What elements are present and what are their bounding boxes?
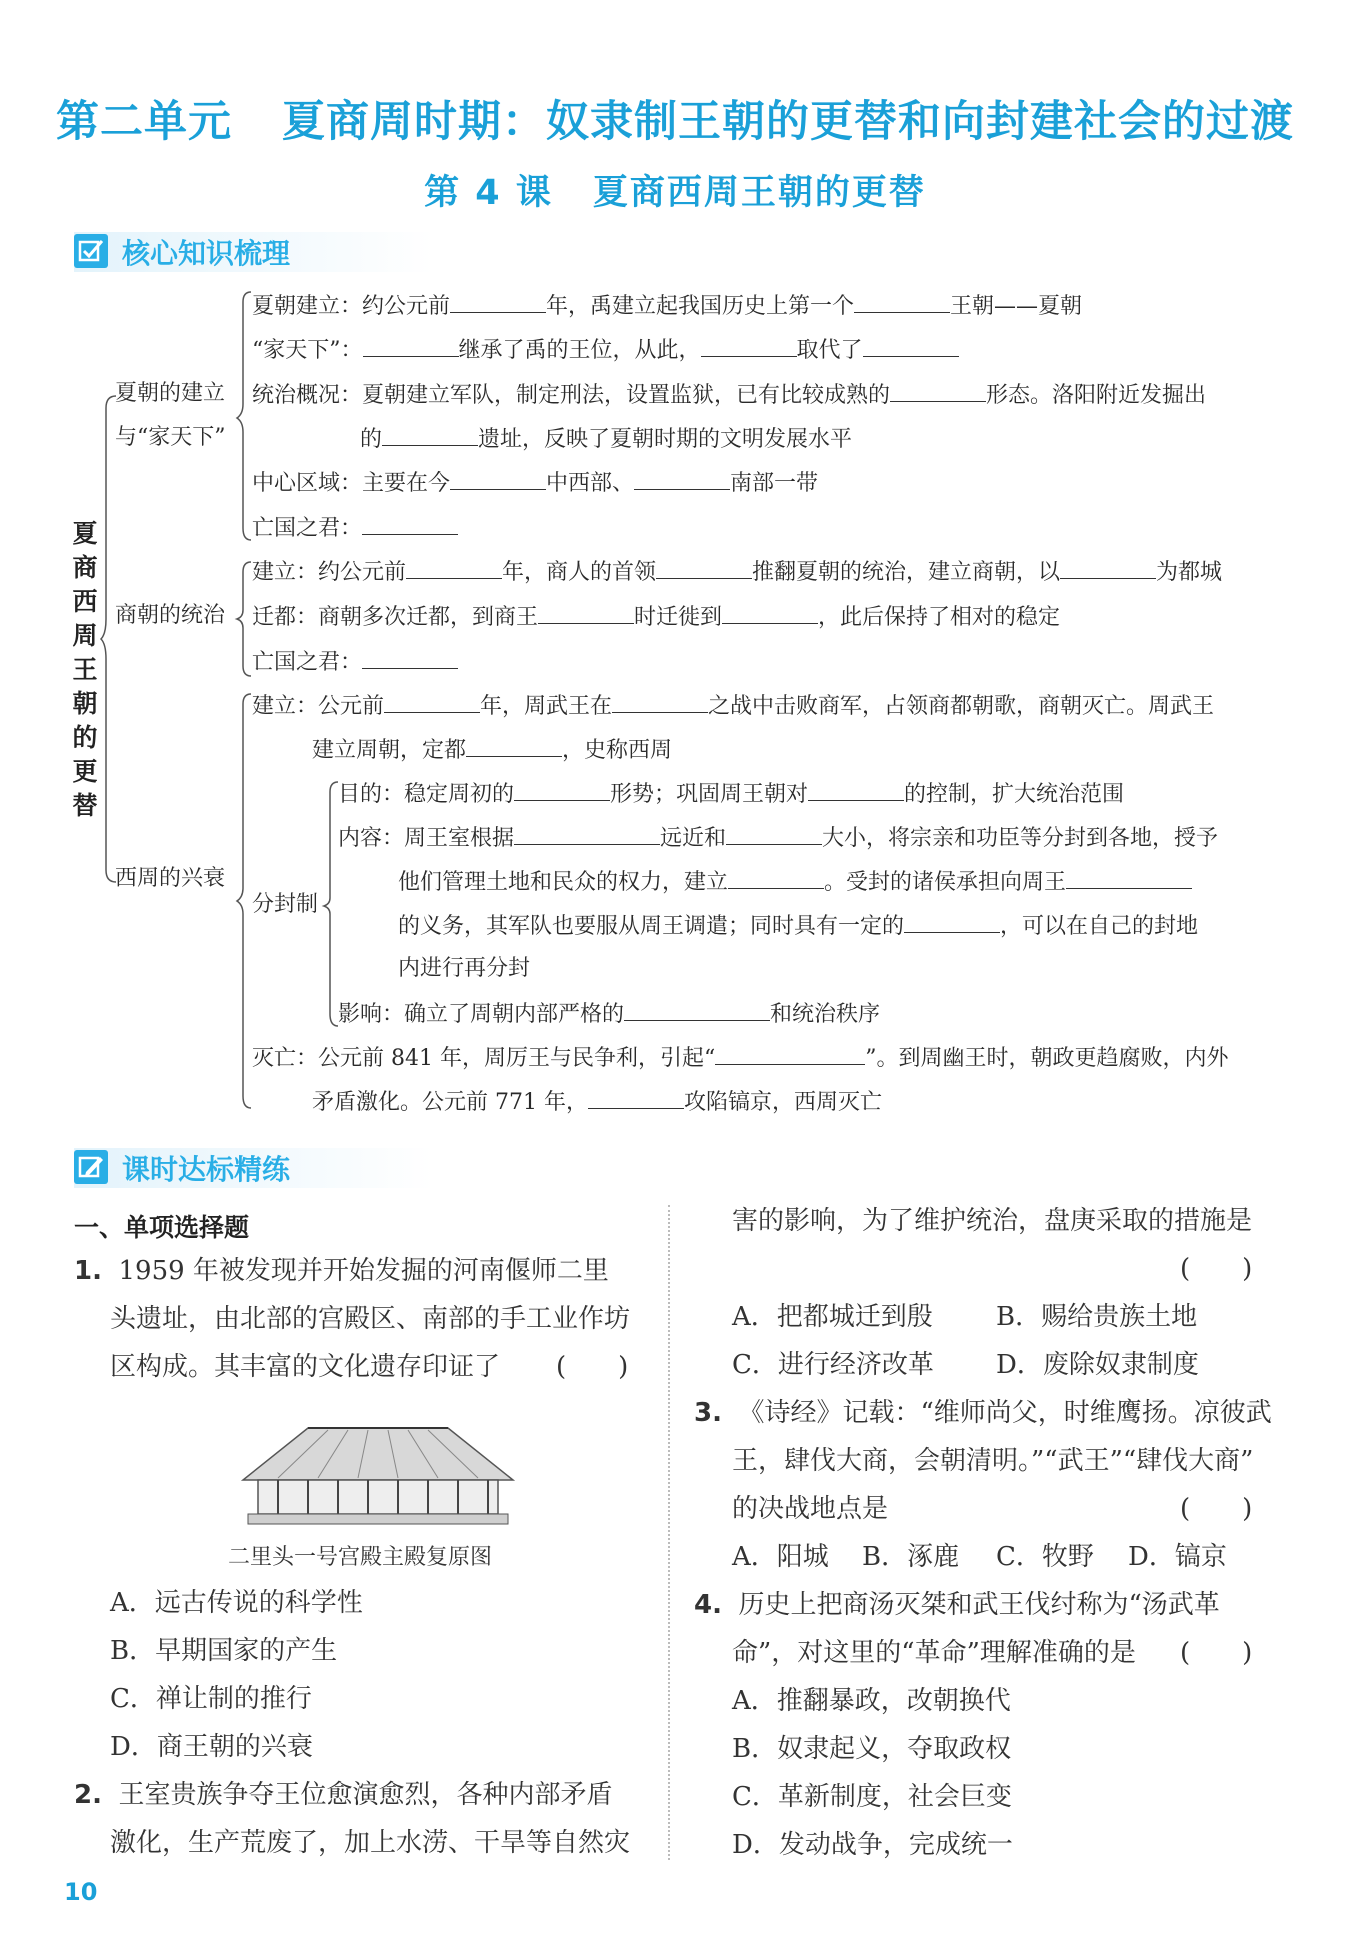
- q1-answer-paren[interactable]: ( ): [556, 1352, 629, 1382]
- q4-option-a[interactable]: A．推翻暴政，改朝换代: [732, 1686, 1011, 1716]
- xia-line-5: 中心区域：主要在今 中西部、 南部一带: [252, 471, 819, 496]
- unit-title: [0, 88, 1350, 149]
- lesson-title-text: 夏商西周王朝的更替: [592, 173, 926, 213]
- q1-option-d[interactable]: D．商王朝的兴衰: [110, 1732, 313, 1762]
- tree-root: 夏 商 西 周 王 朝 的 更 替: [72, 519, 98, 820]
- unit-title-text: 夏商周时期：奴隶制王朝的更替和向封建社会的过渡: [282, 97, 1294, 147]
- q2-option-d[interactable]: D．废除奴隶制度: [996, 1350, 1199, 1380]
- q2-line-2: 激化，生产荒废了，加上水涝、干旱等自然灾: [110, 1828, 631, 1858]
- q3-option-c[interactable]: C．牧野: [996, 1542, 1094, 1572]
- page-number: 10: [64, 1878, 98, 1906]
- knowledge-heading: 核心知识梳理: [122, 237, 291, 270]
- q3-line-3: 的决战地点是: [732, 1494, 889, 1524]
- q1-line-2: 头遗址，由北部的宫殿区、南部的手工业作坊: [110, 1304, 631, 1334]
- fengjian-impact: 影响：确立了周朝内部严格的 和统治秩序: [338, 1002, 881, 1027]
- shang-label: 商朝的统治: [115, 603, 226, 628]
- fengjian-content-3: 的义务，其军队也要服从周王调遣；同时具有一定的 ，可以在自己的封地: [398, 914, 1199, 939]
- fengjian-label: 分封制: [252, 892, 319, 917]
- palace-illustration: [238, 1418, 518, 1530]
- lesson-title: [0, 165, 1350, 215]
- q2-option-a[interactable]: A．把都城迁到殷: [732, 1302, 933, 1332]
- fengjian-content-4: 内进行再分封: [398, 956, 531, 981]
- q3-answer-paren[interactable]: ( ): [1180, 1494, 1253, 1524]
- q2-line-3: 害的影响，为了维护统治，盘庚采取的措施是: [732, 1206, 1253, 1236]
- q4-line-2: 命”，对这里的“革命”理解准确的是: [732, 1638, 1136, 1668]
- q3-option-d[interactable]: D．镐京: [1128, 1542, 1227, 1572]
- q4-option-c[interactable]: C．革新制度，社会巨变: [732, 1782, 1012, 1812]
- figure-caption: 二里头一号宫殿主殿复原图: [228, 1545, 493, 1570]
- xia-brace: [235, 290, 255, 542]
- xia-line-1: 夏朝建立：约公元前 年，禹建立起我国历史上第一个 王朝——夏朝: [252, 294, 1083, 319]
- fengjian-purpose: 目的：稳定周初的 形势；巩固周王朝对 的控制，扩大统治范围: [338, 782, 1125, 807]
- xia-label-1: 夏朝的建立: [115, 381, 226, 406]
- q2-option-b[interactable]: B．赐给贵族土地: [996, 1302, 1198, 1332]
- q3-line-2: 王，肆伐大商，会朝清明。”“武王”“肆伐大商”: [732, 1446, 1254, 1476]
- q1-option-b[interactable]: B．早期国家的产生: [110, 1636, 338, 1666]
- q3-line-1: 3. 《诗经》记载：“维师尚父，时维鹰扬。凉彼武: [694, 1398, 1272, 1428]
- pencil-icon: [74, 1150, 108, 1184]
- xia-line-6: 亡国之君：: [252, 516, 458, 540]
- xia-line-2: “家天下”： 继承了禹的王位，从此， 取代了: [252, 338, 959, 362]
- fengjian-content-1: 内容：周王室根据 远近和 大小，将宗亲和功臣等分封到各地，授予: [338, 826, 1219, 851]
- q2-option-c[interactable]: C．进行经济改革: [732, 1350, 934, 1380]
- zhou-label: 西周的兴衰: [115, 866, 226, 891]
- lesson-number: 第 4 课: [424, 173, 553, 213]
- fengjian-brace: [322, 780, 342, 1028]
- xia-line-3: 统治概况：夏朝建立军队，制定刑法，设置监狱，已有比较成熟的 形态。洛阳附近发掘出: [252, 383, 1207, 408]
- q1-option-a[interactable]: A．远古传说的科学性: [110, 1588, 363, 1618]
- q4-option-b[interactable]: B．奴隶起义，夺取政权: [732, 1734, 1012, 1764]
- checkbox-icon: [74, 234, 108, 268]
- q3-option-a[interactable]: A．阳城: [732, 1542, 829, 1572]
- zhou-line-2: 建立周朝，定都 ，史称西周: [312, 738, 673, 763]
- shang-line-3: 亡国之君：: [252, 650, 458, 674]
- q4-line-1: 4. 历史上把商汤灭桀和武王伐纣称为“汤武革: [694, 1590, 1220, 1620]
- xia-line-4: 的 遗址，反映了夏朝时期的文明发展水平: [360, 427, 853, 452]
- q4-answer-paren[interactable]: ( ): [1180, 1638, 1253, 1668]
- q1-option-c[interactable]: C．禅让制的推行: [110, 1684, 312, 1714]
- shang-line-2: 迁都：商朝多次迁都，到商王 时迁徙到 ，此后保持了相对的稳定: [252, 605, 1061, 630]
- shang-line-1: 建立：约公元前 年，商人的首领 推翻夏朝的统治，建立商朝，以 为都城: [252, 560, 1223, 585]
- zhou-fall-2: 矛盾激化。公元前 771 年， 攻陷镐京，西周灭亡: [312, 1090, 882, 1115]
- fengjian-content-2: 他们管理土地和民众的权力，建立 。受封的诸侯承担向周王: [398, 870, 1192, 894]
- q3-option-b[interactable]: B．涿鹿: [862, 1542, 960, 1572]
- root-brace: [100, 394, 120, 884]
- section-single-choice: 一、单项选择题: [74, 1213, 250, 1242]
- q1-line-1: 1. 1959 年被发现并开始发掘的河南偃师二里: [74, 1256, 609, 1286]
- xia-label-2: 与“家天下”: [115, 425, 226, 450]
- unit-number: 第二单元: [56, 97, 232, 147]
- q4-option-d[interactable]: D．发动战争，完成统一: [732, 1830, 1013, 1860]
- practice-heading: 课时达标精练: [122, 1153, 291, 1186]
- zhou-line-1: 建立：公元前 年，周武王在 之战中击败商军，占领商都朝歌，商朝灭亡。周武王: [252, 694, 1215, 719]
- column-divider: [668, 1205, 670, 1860]
- zhou-fall-1: 灭亡：公元前 841 年，周厉王与民争利，引起“ ”。到周幽王时，朝政更趋腐败，内外: [252, 1046, 1229, 1071]
- q1-line-3: 区构成。其丰富的文化遗存印证了: [110, 1352, 501, 1382]
- q2-line-1: 2. 王室贵族争夺王位愈演愈烈，各种内部矛盾: [74, 1780, 613, 1810]
- q2-answer-paren[interactable]: ( ): [1180, 1254, 1253, 1284]
